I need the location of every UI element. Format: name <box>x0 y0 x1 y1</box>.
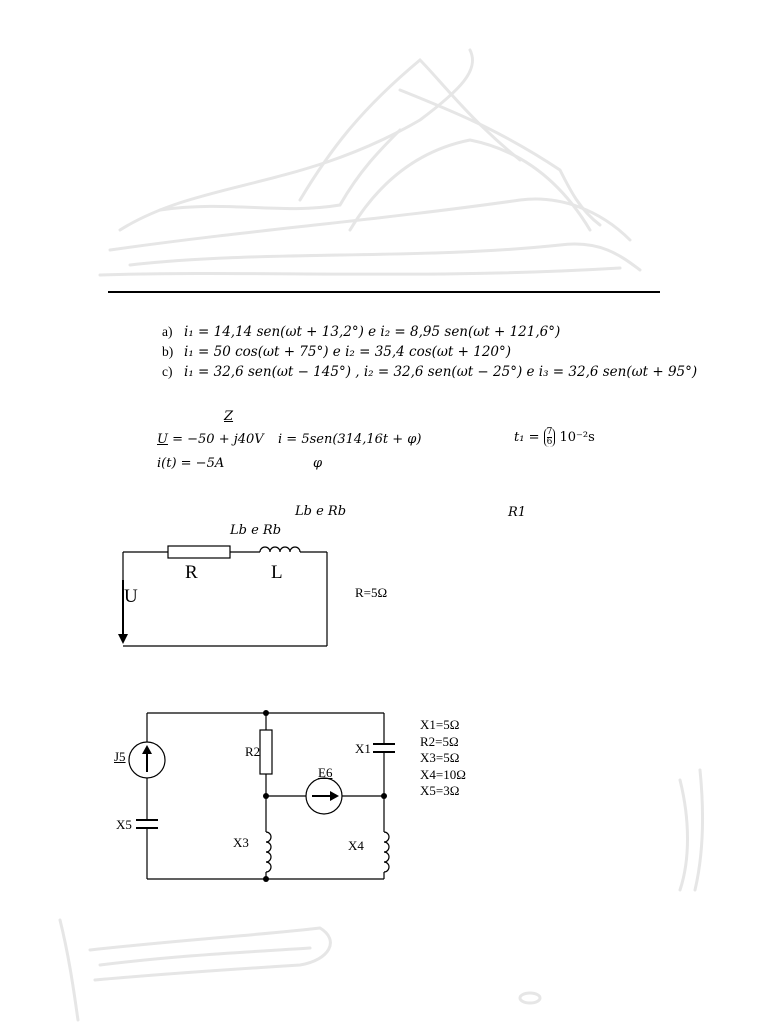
item-label: b) <box>162 344 174 359</box>
lb-rb-label-circuit: Lb e Rb <box>230 523 282 538</box>
current-expression: i = 5sen(314,16t + φ) <box>278 432 422 447</box>
fraction-numerator: 7 <box>546 427 553 437</box>
arrow-right-icon <box>330 791 339 801</box>
u-label: U <box>124 586 138 607</box>
u-symbol: U <box>157 432 168 447</box>
phi-symbol: φ <box>313 456 323 471</box>
component-values <box>420 717 466 800</box>
r-label: R <box>185 562 198 583</box>
value-x1: X1=5Ω <box>420 717 460 732</box>
e6-label: E6 <box>318 765 333 780</box>
r1-label: R1 <box>508 505 527 520</box>
value-r2: R2=5Ω <box>420 733 459 749</box>
resistor-r2 <box>260 730 272 774</box>
t1-lhs: t₁ = <box>514 430 544 445</box>
t1-rhs: 10⁻²s <box>559 430 595 445</box>
inductor-x3 <box>266 832 271 872</box>
value-x3: X3=5Ω <box>420 750 460 765</box>
fraction-denominator: 6 <box>546 437 553 447</box>
it-expression: i(t) = −5A <box>157 456 225 471</box>
j5-label: J5 <box>114 749 126 764</box>
lb-rb-label-top: Lb e Rb <box>295 504 347 519</box>
value-x4: X4=10Ω <box>420 766 466 782</box>
item-formula: i₁ = 50 cos(ωt + 75°) e i₂ = 35,4 cos(ωt + 120°) <box>184 344 512 360</box>
x5-label: X5 <box>116 817 132 832</box>
item-label: c) <box>162 364 173 379</box>
x3-label: X3 <box>233 835 249 850</box>
z-symbol: Z <box>224 409 234 424</box>
l-label: L <box>271 562 283 583</box>
item-formula: i₁ = 32,6 sen(ωt − 145°) , i₂ = 32,6 sen(ωt − 25°) e i₃ = 32,6 sen(ωt + 95°) <box>184 364 698 380</box>
x1-label: X1 <box>355 741 371 756</box>
item-label: a) <box>162 324 173 339</box>
x4-label: X4 <box>348 838 364 853</box>
value-x5: X5=3Ω <box>420 783 460 798</box>
r2-label: R2 <box>245 744 261 759</box>
item-formula: i₁ = 14,14 sen(ωt + 13,2°) e i₂ = 8,95 sen(ωt + 121,6°) <box>184 324 561 340</box>
arrow-up-icon <box>142 745 152 754</box>
inductor-x4 <box>384 832 389 872</box>
r-value: R=5Ω <box>355 585 388 600</box>
u-value: = −50 + j40V <box>167 432 264 447</box>
